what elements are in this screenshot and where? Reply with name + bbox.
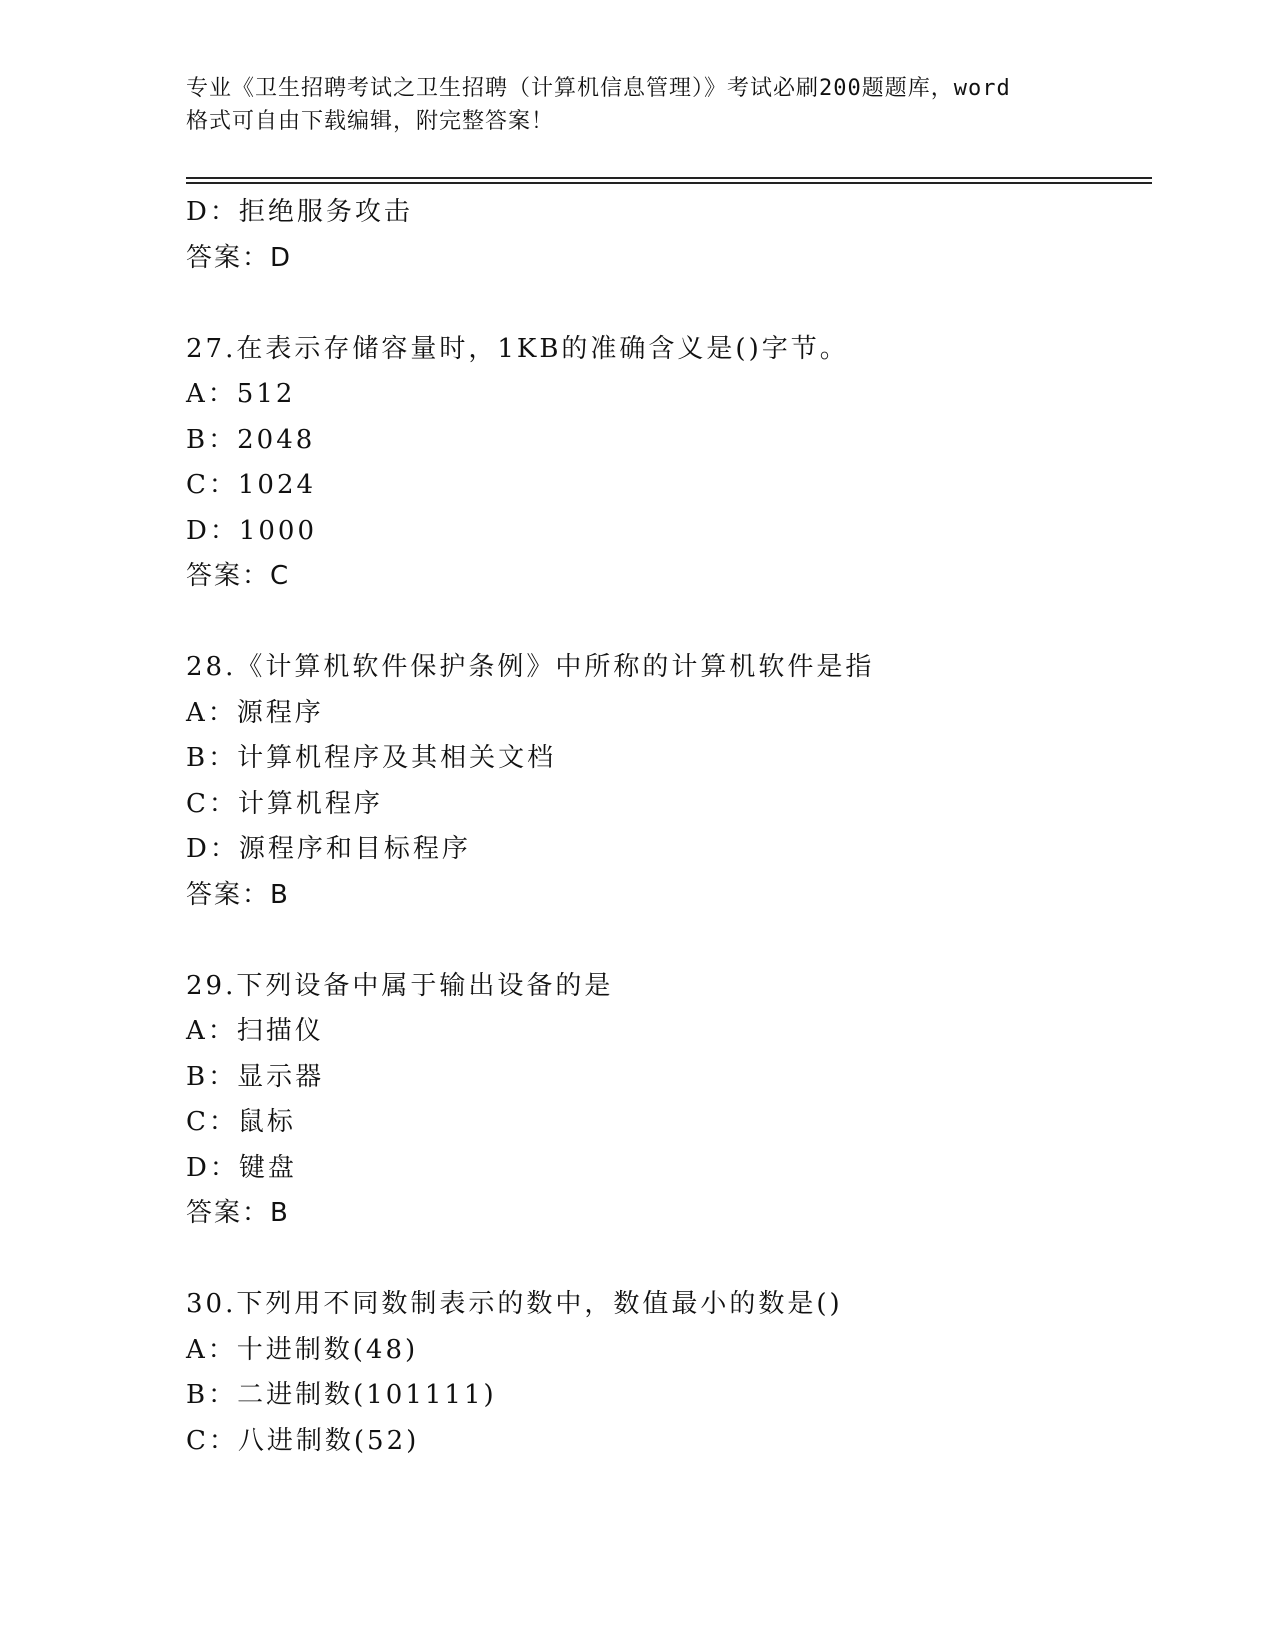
option-c: C：鼠标 — [186, 1107, 296, 1137]
option-b: B：2048 — [186, 424, 316, 455]
spacer — [186, 600, 1146, 646]
question-29 — [186, 964, 1146, 1237]
option-d: D：键盘 — [186, 1152, 297, 1183]
question-27 — [186, 327, 1146, 600]
option-d: D：源程序和目标程序 — [186, 834, 471, 864]
prev-option-d: D：拒绝服务攻击 — [186, 197, 413, 227]
option-c: C：计算机程序 — [186, 788, 383, 819]
option-c: C：八进制数(52) — [186, 1425, 420, 1456]
option-b: B：二进制数(101111) — [186, 1380, 497, 1410]
option-d: D：1000 — [186, 515, 318, 546]
question-28 — [186, 645, 1146, 918]
header-title-line-2: 格式可自由下载编辑，附完整答案！ — [186, 109, 555, 134]
option-a: A：源程序 — [186, 697, 324, 728]
header-divider-top — [186, 177, 1152, 179]
option-a: A：512 — [186, 379, 296, 409]
question-stem: 29.下列设备中属于输出设备的是 — [186, 970, 614, 1001]
question-stem: 28.《计算机软件保护条例》中所称的计算机软件是指 — [186, 652, 875, 682]
answer: 答案：B — [186, 1198, 290, 1228]
question-stem: 30.下列用不同数制表示的数中，数值最小的数是() — [186, 1289, 843, 1319]
answer: 答案：B — [186, 879, 290, 910]
option-a: A：十进制数(48) — [186, 1334, 419, 1365]
option-a: A：扫描仪 — [186, 1016, 324, 1046]
option-c: C：1024 — [186, 470, 317, 500]
answer: 答案：C — [186, 561, 291, 591]
option-b: B：计算机程序及其相关文档 — [186, 743, 557, 773]
document-header — [186, 72, 1086, 138]
spacer — [186, 1237, 1146, 1283]
question-stem: 27.在表示存储容量时，1KB的准确含义是()字节。 — [186, 333, 849, 364]
header-title-line-1: 专业《卫生招聘考试之卫生招聘（计算机信息管理）》考试必刷200题题库，word — [186, 76, 1011, 101]
option-b: B：显示器 — [186, 1061, 325, 1092]
prev-answer: 答案：D — [186, 242, 293, 273]
header-divider-bottom — [186, 182, 1152, 184]
spacer — [186, 918, 1146, 964]
question-30 — [186, 1282, 1146, 1464]
spacer — [186, 281, 1146, 327]
question-list — [186, 190, 1146, 1464]
